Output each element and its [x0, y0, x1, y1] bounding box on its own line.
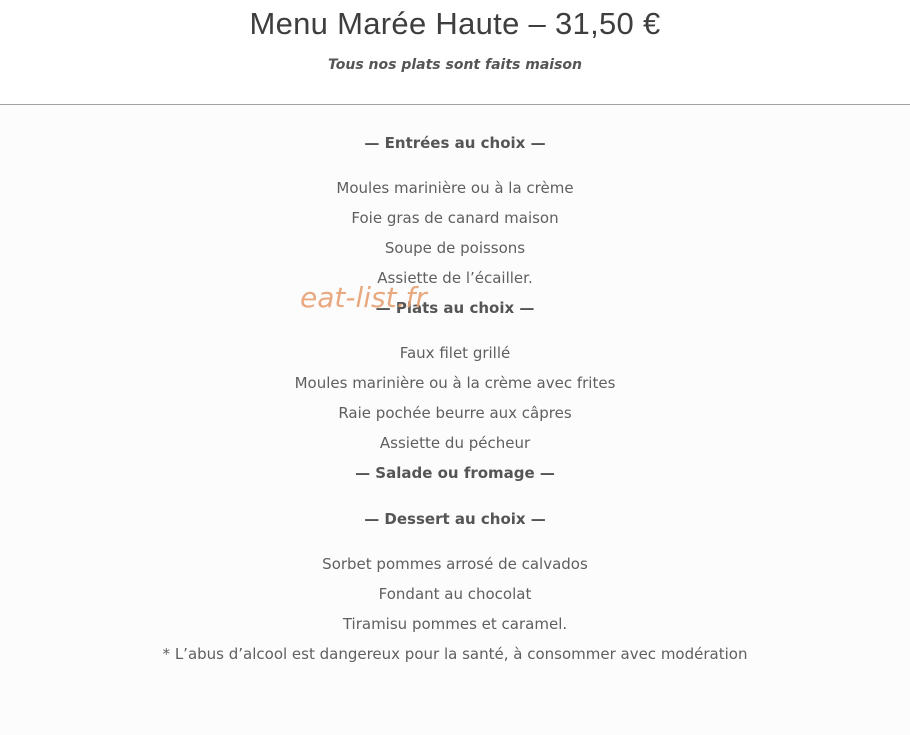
section-heading-plats: — Plats au choix — [375, 299, 535, 317]
section-heading-desserts: — Dessert au choix — [364, 510, 546, 528]
list-item-dessert: Sorbet pommes arrosé de calvados [322, 555, 588, 573]
list-item-entree: Soupe de poissons [384, 239, 526, 257]
footnote: * L’abus d’alcool est dangereux pour la santé, à consommer avec modération [162, 645, 748, 663]
list-item-plat: Faux filet grillé [399, 344, 511, 362]
watermark-logo: eat-list.fr [300, 281, 427, 314]
list-item-plat: Assiette du pécheur [379, 434, 531, 452]
section-heading-salade: — Salade ou fromage — [355, 464, 555, 482]
list-item-plat: Moules marinière ou à la crème avec frites [294, 374, 616, 392]
list-item-entree: Foie gras de canard maison [351, 209, 559, 227]
list-item-plat: Raie pochée beurre aux câpres [338, 404, 572, 422]
menu-subtitle: Tous nos plats sont faits maison [328, 57, 582, 73]
list-item-dessert: Tiramisu pommes et caramel. [342, 615, 568, 633]
menu-header [0, 0, 910, 104]
menu-title: Menu Marée Haute – 31,50 € [249, 6, 661, 41]
list-item-entree: Assiette de l’écailler. [377, 269, 533, 287]
list-item-dessert: Fondant au chocolat [378, 585, 532, 603]
section-heading-entrees: — Entrées au choix — [364, 134, 546, 152]
list-item-entree: Moules marinière ou à la crème [336, 179, 574, 197]
